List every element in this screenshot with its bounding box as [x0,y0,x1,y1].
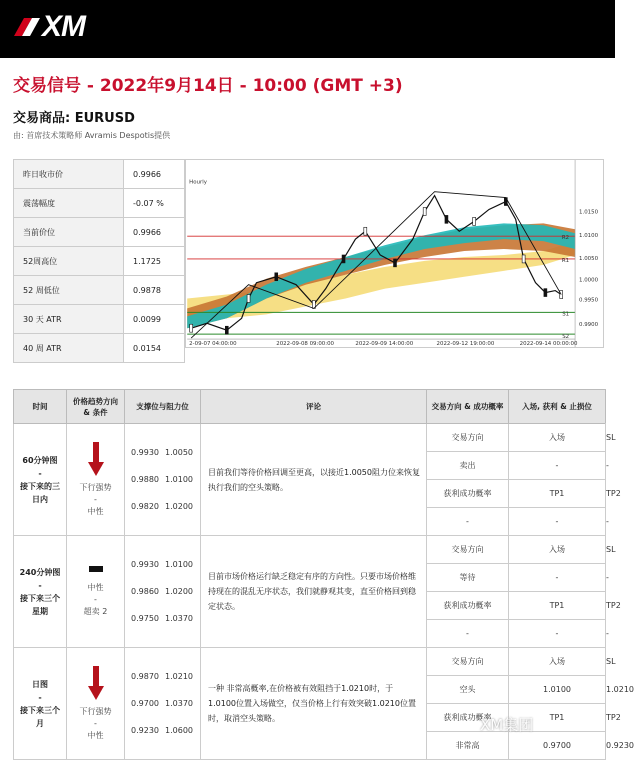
trend-text: - [94,718,97,728]
support-level: 0.9880 [131,475,159,484]
stat-value: 0.0099 [124,305,185,334]
trend-text: - [94,594,97,604]
stat-row [14,189,185,218]
trade-detail-cell: - [509,508,606,536]
trade-detail-cell: 获利成功概率 [427,592,509,620]
y-tick-label: 0.9900 [579,322,599,329]
comment-cell: 一种 非常高概率,在价格被有效阻挡于1.0210时，于1.0100位置入场做空，仅当价格上行有效突破1.0210位置时，取消空头策略。 [201,648,427,760]
level-pair [131,466,200,493]
levels-cell [125,648,201,760]
trade-detail-cell: - [509,620,606,648]
level-label: R2 [561,235,570,242]
stat-value: 0.0154 [124,334,185,363]
stat-row [14,334,185,363]
column-header: 支撑位与阻力位 [125,390,201,424]
signal-row: 获利成功概率 TP1 TP2 [14,480,606,508]
x-tick-label: 2022-09-09 14:00:00 [355,341,414,348]
trade-detail-cell: 获利成功概率 [427,480,509,508]
y-tick-label: 0.9950 [579,297,599,304]
stat-row [14,160,185,189]
support-level: 0.9820 [131,502,159,511]
xm-logo-icon [12,16,42,38]
signal-row: 日图 - 接下来三个月 下行强势 - 中性 0.9870 1.0210 0.9700 1.0370 0.9230 1.0600 一种 非常高概率,在价格被有效阻挡于1.0210时，于1.0100位置入场做空，仅当价格上行有效突破1.0210位置时，取消空头策略。 交易方向 入场 SL [14,648,606,676]
trade-detail-cell: 非常高 [427,732,509,760]
stat-value: 0.9966 [124,160,185,189]
stat-value: 1.1725 [124,247,185,276]
stat-label: 52周高位 [14,247,124,276]
level-pair [131,551,200,578]
stat-row [14,247,185,276]
top-bar [0,0,615,58]
trade-detail-cell: 入场 [509,424,606,452]
timeframe-text: 240分钟图 [19,567,61,577]
candle [342,255,345,263]
timeframe-text: - [38,692,42,702]
resistance-level: 1.0100 [165,560,193,569]
stat-label: 52 周低位 [14,276,124,305]
support-level: 0.9930 [131,448,159,457]
y-tick-label: 1.0000 [579,277,599,284]
trade-detail-cell: 交易方向 [427,648,509,676]
brand-name: XM [42,10,85,43]
xm-logo[interactable] [12,12,108,42]
column-header: 时间 [14,390,67,424]
signal-row: 获利成功概率 TP1 TP2 [14,592,606,620]
x-tick-label: 2-09-07 04:00:00 [189,341,237,348]
instrument-heading: 交易商品: EURUSD [13,111,135,126]
trade-detail-cell: TP1 [509,704,606,732]
support-level: 0.9750 [131,614,159,623]
resistance-level: 1.0100 [165,475,193,484]
signal-row: 空头 1.0100 1.0210 [14,676,606,704]
level-pair [131,717,200,744]
signal-row: - - - [14,620,606,648]
stat-value: 0.9966 [124,218,185,247]
trend-text: 中性 [87,506,104,516]
candle [423,207,426,215]
y-tick-label: 1.0050 [579,255,599,262]
level-pair [131,578,200,605]
support-level: 0.9700 [131,699,159,708]
candle [275,273,278,281]
comment-cell: 目前市场价格运行缺乏稳定有序的方向性。只要市场价格维持现在的混乱无序状态，我们就静观其变，直至价格回到稳定状态。 [201,536,427,648]
timeframe-text: - [38,468,42,478]
stat-value: -0.07 % [124,189,185,218]
candle [445,215,448,223]
trade-detail-cell: 空头 [427,676,509,704]
level-label: S1 [562,311,570,318]
signal-row: 获利成功概率 TP1 TP2 [14,704,606,732]
levels-cell [125,424,201,536]
x-tick-label: 2022-09-12 19:00:00 [436,341,495,348]
y-tick-label: 1.0150 [579,209,599,216]
trend-cell [67,536,125,648]
signal-row: - - - [14,508,606,536]
support-level: 0.9870 [131,672,159,681]
level-label: S2 [562,334,570,341]
down-arrow-icon [90,442,102,476]
trade-detail-cell: 卖出 [427,452,509,480]
trade-detail-cell: 0.9700 [509,732,606,760]
trade-detail-cell: - [427,508,509,536]
signal-row: 240分钟图 - 接下来三个星期 中性 - 超卖 2 0.9930 1.0100 0.9860 1.0200 0.9750 1.0370 目前市场价格运行缺乏稳定有序的方向性。只要市场价格维持现在的混乱无序状态，我们就静观其变，直至价格回到稳定状态。 交易方向 入场 SL [14,536,606,564]
timeframe-text: 接下来三个月 [20,705,60,728]
hourly-price-chart [185,159,604,348]
resistance-level: 1.0370 [165,614,193,623]
resistance-level: 1.0210 [165,672,193,681]
level-pair [131,690,200,717]
watermark: XM集团 [480,716,534,734]
trade-detail-cell: 入场 [509,648,606,676]
trend-text: 中性 [87,582,104,592]
timeframe-text: - [38,580,42,590]
stat-label: 30 天 ATR [14,305,124,334]
trade-detail-cell: 入场 [509,536,606,564]
stat-label: 当前价位 [14,218,124,247]
price-stats-table [13,159,185,363]
level-pair [131,605,200,632]
trend-text: 超卖 2 [83,606,108,616]
support-level: 0.9230 [131,726,159,735]
trade-detail-cell: - [427,620,509,648]
column-header: 评论 [201,390,427,424]
trend-cell [67,648,125,760]
trade-detail-cell: 1.0100 [509,676,606,704]
x-tick-label: 2022-09-08 09:00:00 [276,341,335,348]
level-label: R1 [561,257,570,264]
support-level: 0.9860 [131,587,159,596]
stat-row [14,305,185,334]
timeframe-text: 接下来的三日内 [20,481,60,504]
support-level: 0.9930 [131,560,159,569]
level-pair [131,493,200,520]
trade-detail-cell: - [509,564,606,592]
trade-detail-cell: - [509,452,606,480]
resistance-level: 1.0200 [165,502,193,511]
resistance-level: 1.0370 [165,699,193,708]
timeframe-text: 日图 [32,679,48,689]
trend-text: - [94,494,97,504]
down-arrow-icon [90,666,102,700]
page-title: 交易信号 - 2022年9月14日 - 10:00 (GMT +3) [13,76,403,96]
comment-cell: 目前我们等待价格回调至更高，以接近1.0050阻力位来恢复执行我们的空头策略。 [201,424,427,536]
timeframe-cell [14,424,67,536]
signal-row: 60分钟图 - 接下来的三日内 下行强势 - 中性 0.9930 1.0050 0.9880 1.0100 0.9820 1.0200 目前我们等待价格回调至更高，以接近1.0050阻力位来恢复执行我们的空头策略。 交易方向 入场 SL [14,424,606,452]
level-pair [131,439,200,466]
timeframe-text: 60分钟图 [22,455,58,465]
trade-detail-cell: TP1 [509,480,606,508]
trend-text: 下行强势 [79,482,112,492]
trade-detail-cell: 获利成功概率 [427,704,509,732]
trend-text: 中性 [87,730,104,740]
chart-tag: Hourly [189,179,208,186]
signals-table [13,389,634,760]
candle [225,326,228,334]
stat-row [14,218,185,247]
candle [247,295,250,303]
trend-cell [67,424,125,536]
timeframe-text: 接下来三个星期 [20,593,60,616]
trade-detail-cell: 等待 [427,564,509,592]
resistance-level: 1.0600 [165,726,193,735]
trade-detail-cell: 交易方向 [427,424,509,452]
column-header: 入场, 获利 & 止损位 [509,390,606,424]
candle [544,289,547,297]
flat-dash-icon [89,566,103,572]
candle [522,255,525,263]
stat-label: 40 周 ATR [14,334,124,363]
stat-row [14,276,185,305]
stat-value: 0.9878 [124,276,185,305]
x-tick-label: 2022-09-14 00:00:00 [519,341,578,348]
candle [394,259,397,267]
column-header: 交易方向 & 成功概率 [427,390,509,424]
timeframe-cell [14,536,67,648]
trend-text: 下行强势 [79,706,112,716]
trade-detail-cell: 交易方向 [427,536,509,564]
stat-label: 震荡幅度 [14,189,124,218]
column-header: 价格趋势方向 & 条件 [67,390,125,424]
resistance-level: 1.0050 [165,448,193,457]
candle [473,217,476,225]
signal-row: 非常高 0.9700 0.9230 [14,732,606,760]
y-tick-label: 1.0100 [579,233,599,240]
levels-cell [125,536,201,648]
level-pair [131,663,200,690]
timeframe-cell [14,648,67,760]
signal-row: 等待 - - [14,564,606,592]
signal-row: 卖出 - - [14,452,606,480]
candle [364,227,367,235]
trade-detail-cell: TP1 [509,592,606,620]
source-credit: 由: 首席技术策略师 Avramis Despotis提供 [13,131,171,140]
resistance-level: 1.0200 [165,587,193,596]
stat-label: 昨日收市价 [14,160,124,189]
candle [190,324,193,332]
